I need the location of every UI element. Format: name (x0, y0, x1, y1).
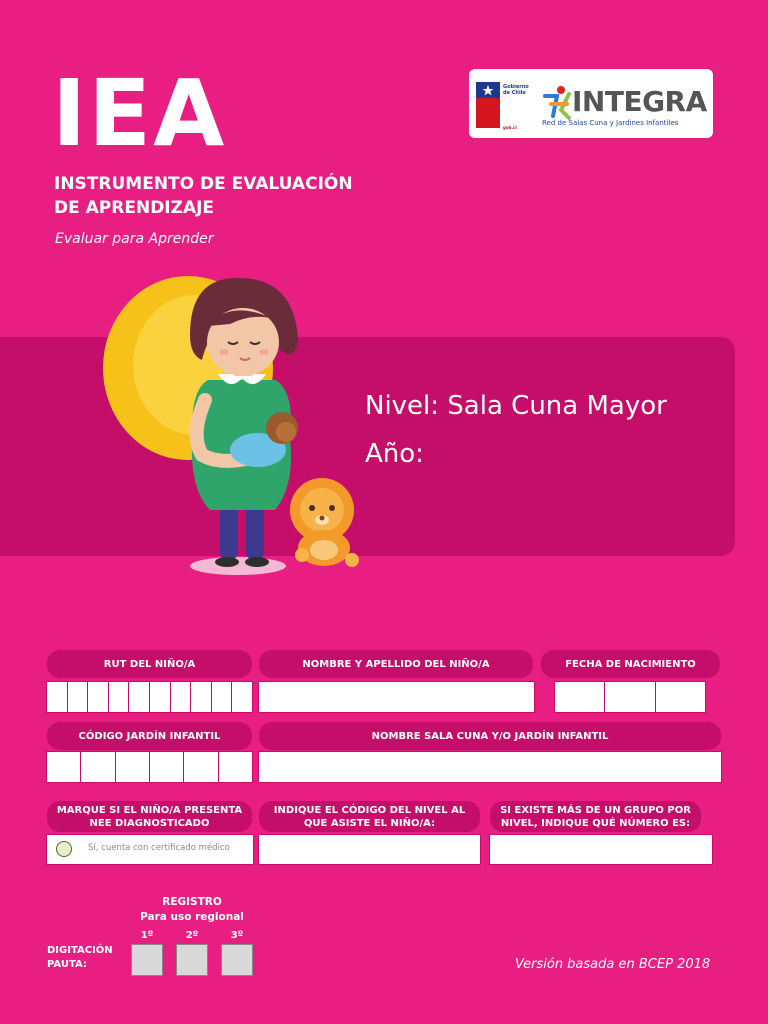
rut-label: RUT DEL NIÑO/A (47, 650, 252, 678)
garden-code-cells[interactable] (46, 751, 253, 783)
rut-cell[interactable] (191, 682, 212, 712)
iea-logo: IEA (52, 60, 227, 167)
birth-month-cell[interactable] (605, 682, 655, 712)
nee-label: MARQUE SI EL NIÑO/A PRESENTA NEE DIAGNOSTICADO (47, 801, 252, 832)
level-code-field[interactable] (258, 834, 481, 865)
child-name-label: NOMBRE Y APELLIDO DEL NIÑO/A (259, 650, 533, 678)
rut-cell[interactable] (171, 682, 192, 712)
garden-name-label: NOMBRE SALA CUNA Y/O JARDÍN INFANTIL (259, 722, 721, 750)
garden-name-field[interactable] (258, 751, 722, 783)
rut-cell[interactable] (129, 682, 150, 712)
registro-subtitle: Para uso regional (140, 911, 244, 923)
version-note: Versión basada en BCEP 2018 (515, 957, 711, 972)
gobierno-de-chile-text: Gobierno de Chile (503, 84, 529, 96)
group-number-field[interactable] (489, 834, 713, 865)
ordinal-2: 2º (185, 930, 199, 941)
gob-url: gob.cl (503, 125, 517, 130)
registro-box-3[interactable] (221, 944, 253, 976)
rut-cell[interactable] (68, 682, 89, 712)
birth-day-cell[interactable] (555, 682, 605, 712)
garden-code-cell[interactable] (184, 752, 218, 782)
birth-date-label: FECHA DE NACIMIENTO (541, 650, 720, 678)
birth-date-cells[interactable] (554, 681, 706, 713)
integra-tagline: Red de Salas Cuna y Jardines Infantiles (542, 119, 679, 127)
registro-box-2[interactable] (176, 944, 208, 976)
garden-code-cell[interactable] (47, 752, 81, 782)
rut-input-cells[interactable] (46, 681, 253, 713)
digitacion-label: DIGITACIÓN PAUTA: (47, 945, 113, 970)
child-name-field[interactable] (258, 681, 535, 713)
garden-code-cell[interactable] (150, 752, 184, 782)
rut-cell[interactable] (47, 682, 68, 712)
rut-cell[interactable] (109, 682, 130, 712)
ordinal-1: 1º (140, 930, 154, 941)
garden-code-cell[interactable] (81, 752, 115, 782)
registro-title: REGISTRO (162, 896, 222, 908)
rut-cell[interactable] (212, 682, 233, 712)
mother-baby-lion-illustration (90, 270, 380, 582)
tagline: Evaluar para Aprender (55, 231, 214, 247)
rut-cell[interactable] (150, 682, 171, 712)
rut-cell[interactable] (88, 682, 109, 712)
birth-year-cell[interactable] (656, 682, 705, 712)
garden-code-label: CÓDIGO JARDÍN INFANTIL (47, 722, 252, 750)
subtitle-line-1: INSTRUMENTO DE EVALUACIÓN (54, 174, 353, 194)
year-label: Año: (365, 439, 424, 469)
lion-toy (290, 478, 359, 567)
garden-code-cell[interactable] (219, 752, 252, 782)
level-label: Nivel: Sala Cuna Mayor (365, 391, 667, 421)
nee-option-text: Sí, cuenta con certificado médico (88, 843, 230, 853)
garden-code-cell[interactable] (116, 752, 150, 782)
ordinal-3: 3º (230, 930, 244, 941)
registro-box-1[interactable] (131, 944, 163, 976)
level-code-label: INDIQUE EL CÓDIGO DEL NIVEL AL QUE ASISTE EL NIÑO/A: (259, 801, 480, 832)
document-subtitle (54, 172, 414, 220)
integra-name: INTEGRA (572, 85, 707, 118)
group-number-label: SI EXISTE MÁS DE UN GRUPO POR NIVEL, INDIQUE QUÉ NÚMERO ES: (490, 801, 701, 832)
rut-cell[interactable] (232, 682, 252, 712)
subtitle-line-2: DE APRENDIZAJE (54, 198, 215, 218)
nee-radio-button[interactable] (56, 841, 72, 857)
